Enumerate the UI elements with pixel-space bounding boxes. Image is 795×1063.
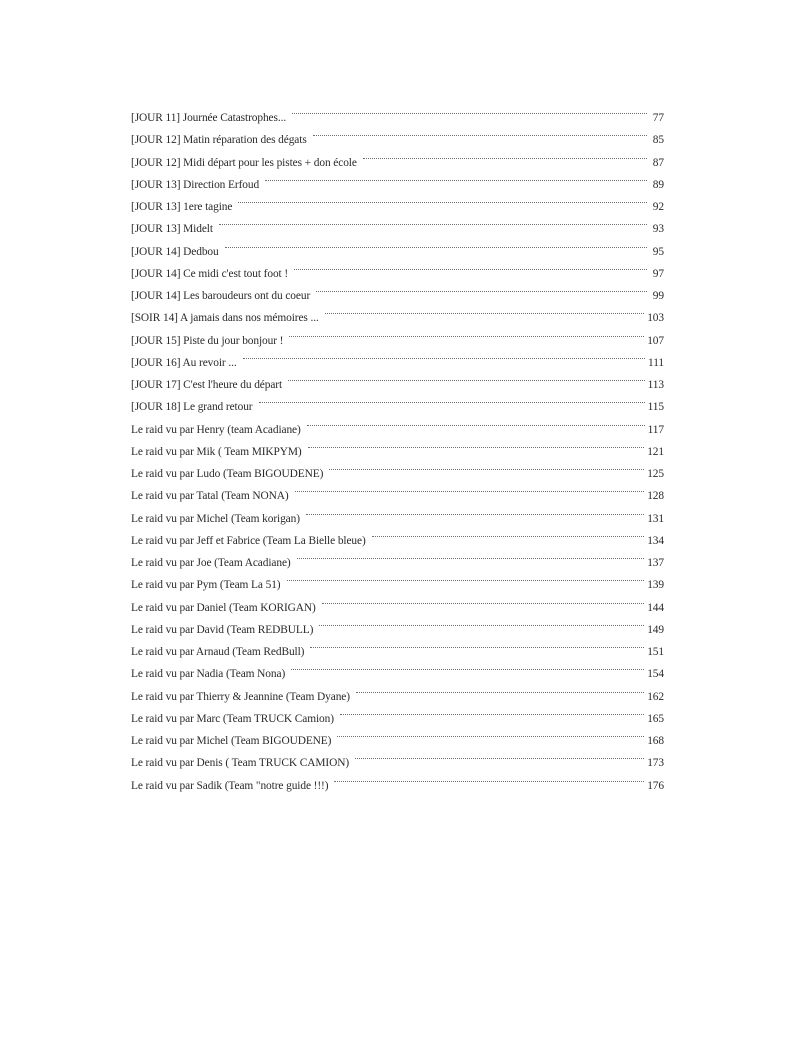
toc-entry-page-number: 137 — [647, 557, 664, 569]
toc-entry-title: Le raid vu par David (Team REDBULL) — [131, 619, 319, 641]
toc-dot-leader — [308, 433, 645, 455]
toc-entry-title: [JOUR 16] Au revoir ... — [131, 352, 243, 374]
toc-dot-leader — [363, 144, 647, 166]
toc-entry-page-number: 121 — [647, 445, 664, 458]
toc-entry-page-number: 154 — [647, 668, 664, 681]
toc-entry-page-number: 168 — [647, 735, 664, 747]
toc-dot-leader — [289, 322, 644, 344]
toc-entry-title: [JOUR 12] Midi départ pour les pistes + don école — [131, 152, 363, 174]
toc-entry-page-number: 87 — [652, 156, 664, 169]
toc-entry-page-number: 97 — [652, 267, 664, 280]
toc-dot-leader — [219, 210, 647, 232]
toc-entry-title: Le raid vu par Marc (Team TRUCK Camion) — [131, 708, 340, 730]
toc-entry-page-number: 151 — [647, 646, 664, 658]
toc-dot-leader — [355, 744, 644, 766]
toc-entry-title: Le raid vu par Thierry & Jeannine (Team Dyane) — [131, 686, 356, 708]
toc-entry-title: Le raid vu par Tatal (Team NONA) — [131, 485, 295, 507]
toc-entry-title: Le raid vu par Sadik (Team "notre guide !!!) — [131, 775, 334, 797]
toc-entry-title: [JOUR 18] Le grand retour — [131, 396, 259, 418]
toc-dot-leader — [259, 388, 645, 410]
toc-entry-page-number: 149 — [647, 623, 664, 636]
toc-entry-page-number: 107 — [647, 334, 664, 347]
toc-entry-page-number: 85 — [652, 134, 664, 147]
toc-entry-page-number: 93 — [652, 223, 664, 236]
toc-dot-leader — [329, 455, 644, 477]
toc-dot-leader — [322, 589, 644, 611]
toc-entry-page-number: 176 — [647, 779, 664, 792]
toc-dot-leader — [307, 411, 645, 433]
toc-entry-title: Le raid vu par Ludo (Team BIGOUDENE) — [131, 463, 329, 485]
toc-dot-leader — [295, 477, 645, 499]
toc-entry-page-number: 117 — [647, 423, 664, 436]
toc-entry-title: [JOUR 12] Matin réparation des dégats — [131, 129, 313, 151]
table-of-contents — [131, 99, 664, 792]
toc-entry-title: Le raid vu par Daniel (Team KORIGAN) — [131, 597, 322, 619]
toc-entry-page-number: 115 — [647, 401, 664, 414]
toc-entry-title: [SOIR 14] A jamais dans nos mémoires ... — [131, 307, 325, 329]
toc-dot-leader — [325, 299, 644, 321]
toc-entry-title: [JOUR 13] Direction Erfoud — [131, 174, 265, 196]
toc-entry-page-number: 111 — [648, 356, 664, 369]
toc-entry-page-number: 77 — [652, 112, 664, 124]
toc-dot-leader — [238, 188, 647, 210]
toc-entry-page-number: 103 — [647, 312, 664, 325]
toc-dot-leader — [225, 233, 647, 255]
toc-dot-leader — [310, 633, 644, 655]
toc-entry-page-number: 131 — [647, 512, 664, 525]
toc-entry-title: Le raid vu par Michel (Team korigan) — [131, 508, 306, 530]
toc-entry-page-number: 99 — [652, 290, 664, 302]
toc-entry-title: Le raid vu par Nadia (Team Nona) — [131, 663, 291, 685]
toc-entry-title: Le raid vu par Pym (Team La 51) — [131, 574, 287, 596]
toc-entry-title: Le raid vu par Joe (Team Acadiane) — [131, 552, 297, 574]
toc-dot-leader — [287, 566, 645, 588]
toc-entry-page-number: 128 — [647, 490, 664, 503]
toc-dot-leader — [243, 344, 645, 366]
toc-dot-leader — [294, 255, 647, 277]
toc-entry-title: Le raid vu par Henry (team Acadiane) — [131, 419, 307, 441]
toc-dot-leader — [340, 700, 644, 722]
toc-dot-leader — [337, 722, 644, 744]
toc-dot-leader — [356, 678, 644, 700]
toc-dot-leader — [334, 767, 644, 789]
toc-dot-leader — [265, 166, 647, 188]
toc-dot-leader — [292, 99, 647, 121]
toc-entry[interactable] — [131, 99, 664, 124]
toc-entry-page-number: 95 — [652, 245, 664, 258]
toc-entry-title: [JOUR 13] 1ere tagine — [131, 196, 238, 218]
toc-entry-page-number: 125 — [647, 468, 664, 480]
toc-entry-page-number: 173 — [647, 757, 664, 770]
toc-entry-title: [JOUR 13] Midelt — [131, 218, 219, 240]
toc-dot-leader — [372, 522, 645, 544]
toc-entry-title: Le raid vu par Jeff et Fabrice (Team La Bielle bleue) — [131, 530, 372, 552]
toc-entry-page-number: 92 — [652, 201, 664, 213]
toc-entry-page-number: 162 — [647, 690, 664, 703]
toc-entry-page-number: 139 — [647, 579, 664, 592]
toc-entry-title: Le raid vu par Mik ( Team MIKPYM) — [131, 441, 308, 463]
toc-entry-page-number: 134 — [647, 534, 664, 547]
toc-dot-leader — [291, 655, 644, 677]
toc-entry-page-number: 113 — [647, 379, 664, 391]
toc-entry-title: [JOUR 14] Dedbou — [131, 241, 225, 263]
toc-entry-page-number: 144 — [647, 601, 664, 614]
toc-dot-leader — [297, 544, 645, 566]
toc-entry-title: Le raid vu par Arnaud (Team RedBull) — [131, 641, 310, 663]
toc-entry-title: [JOUR 11] Journée Catastrophes... — [131, 107, 292, 129]
toc-entry-title: [JOUR 15] Piste du jour bonjour ! — [131, 330, 289, 352]
toc-dot-leader — [306, 500, 644, 522]
toc-dot-leader — [313, 121, 647, 143]
toc-dot-leader — [316, 277, 647, 299]
toc-entry-title: [JOUR 17] C'est l'heure du départ — [131, 374, 288, 396]
toc-entry-title: [JOUR 14] Les baroudeurs ont du coeur — [131, 285, 316, 307]
toc-entry-title: [JOUR 14] Ce midi c'est tout foot ! — [131, 263, 294, 285]
toc-entry-title: Le raid vu par Michel (Team BIGOUDENE) — [131, 730, 337, 752]
toc-dot-leader — [319, 611, 644, 633]
toc-dot-leader — [288, 366, 645, 388]
toc-entry-page-number: 165 — [647, 712, 664, 725]
toc-entry-page-number: 89 — [652, 178, 664, 191]
toc-entry-title: Le raid vu par Denis ( Team TRUCK CAMION) — [131, 752, 355, 774]
